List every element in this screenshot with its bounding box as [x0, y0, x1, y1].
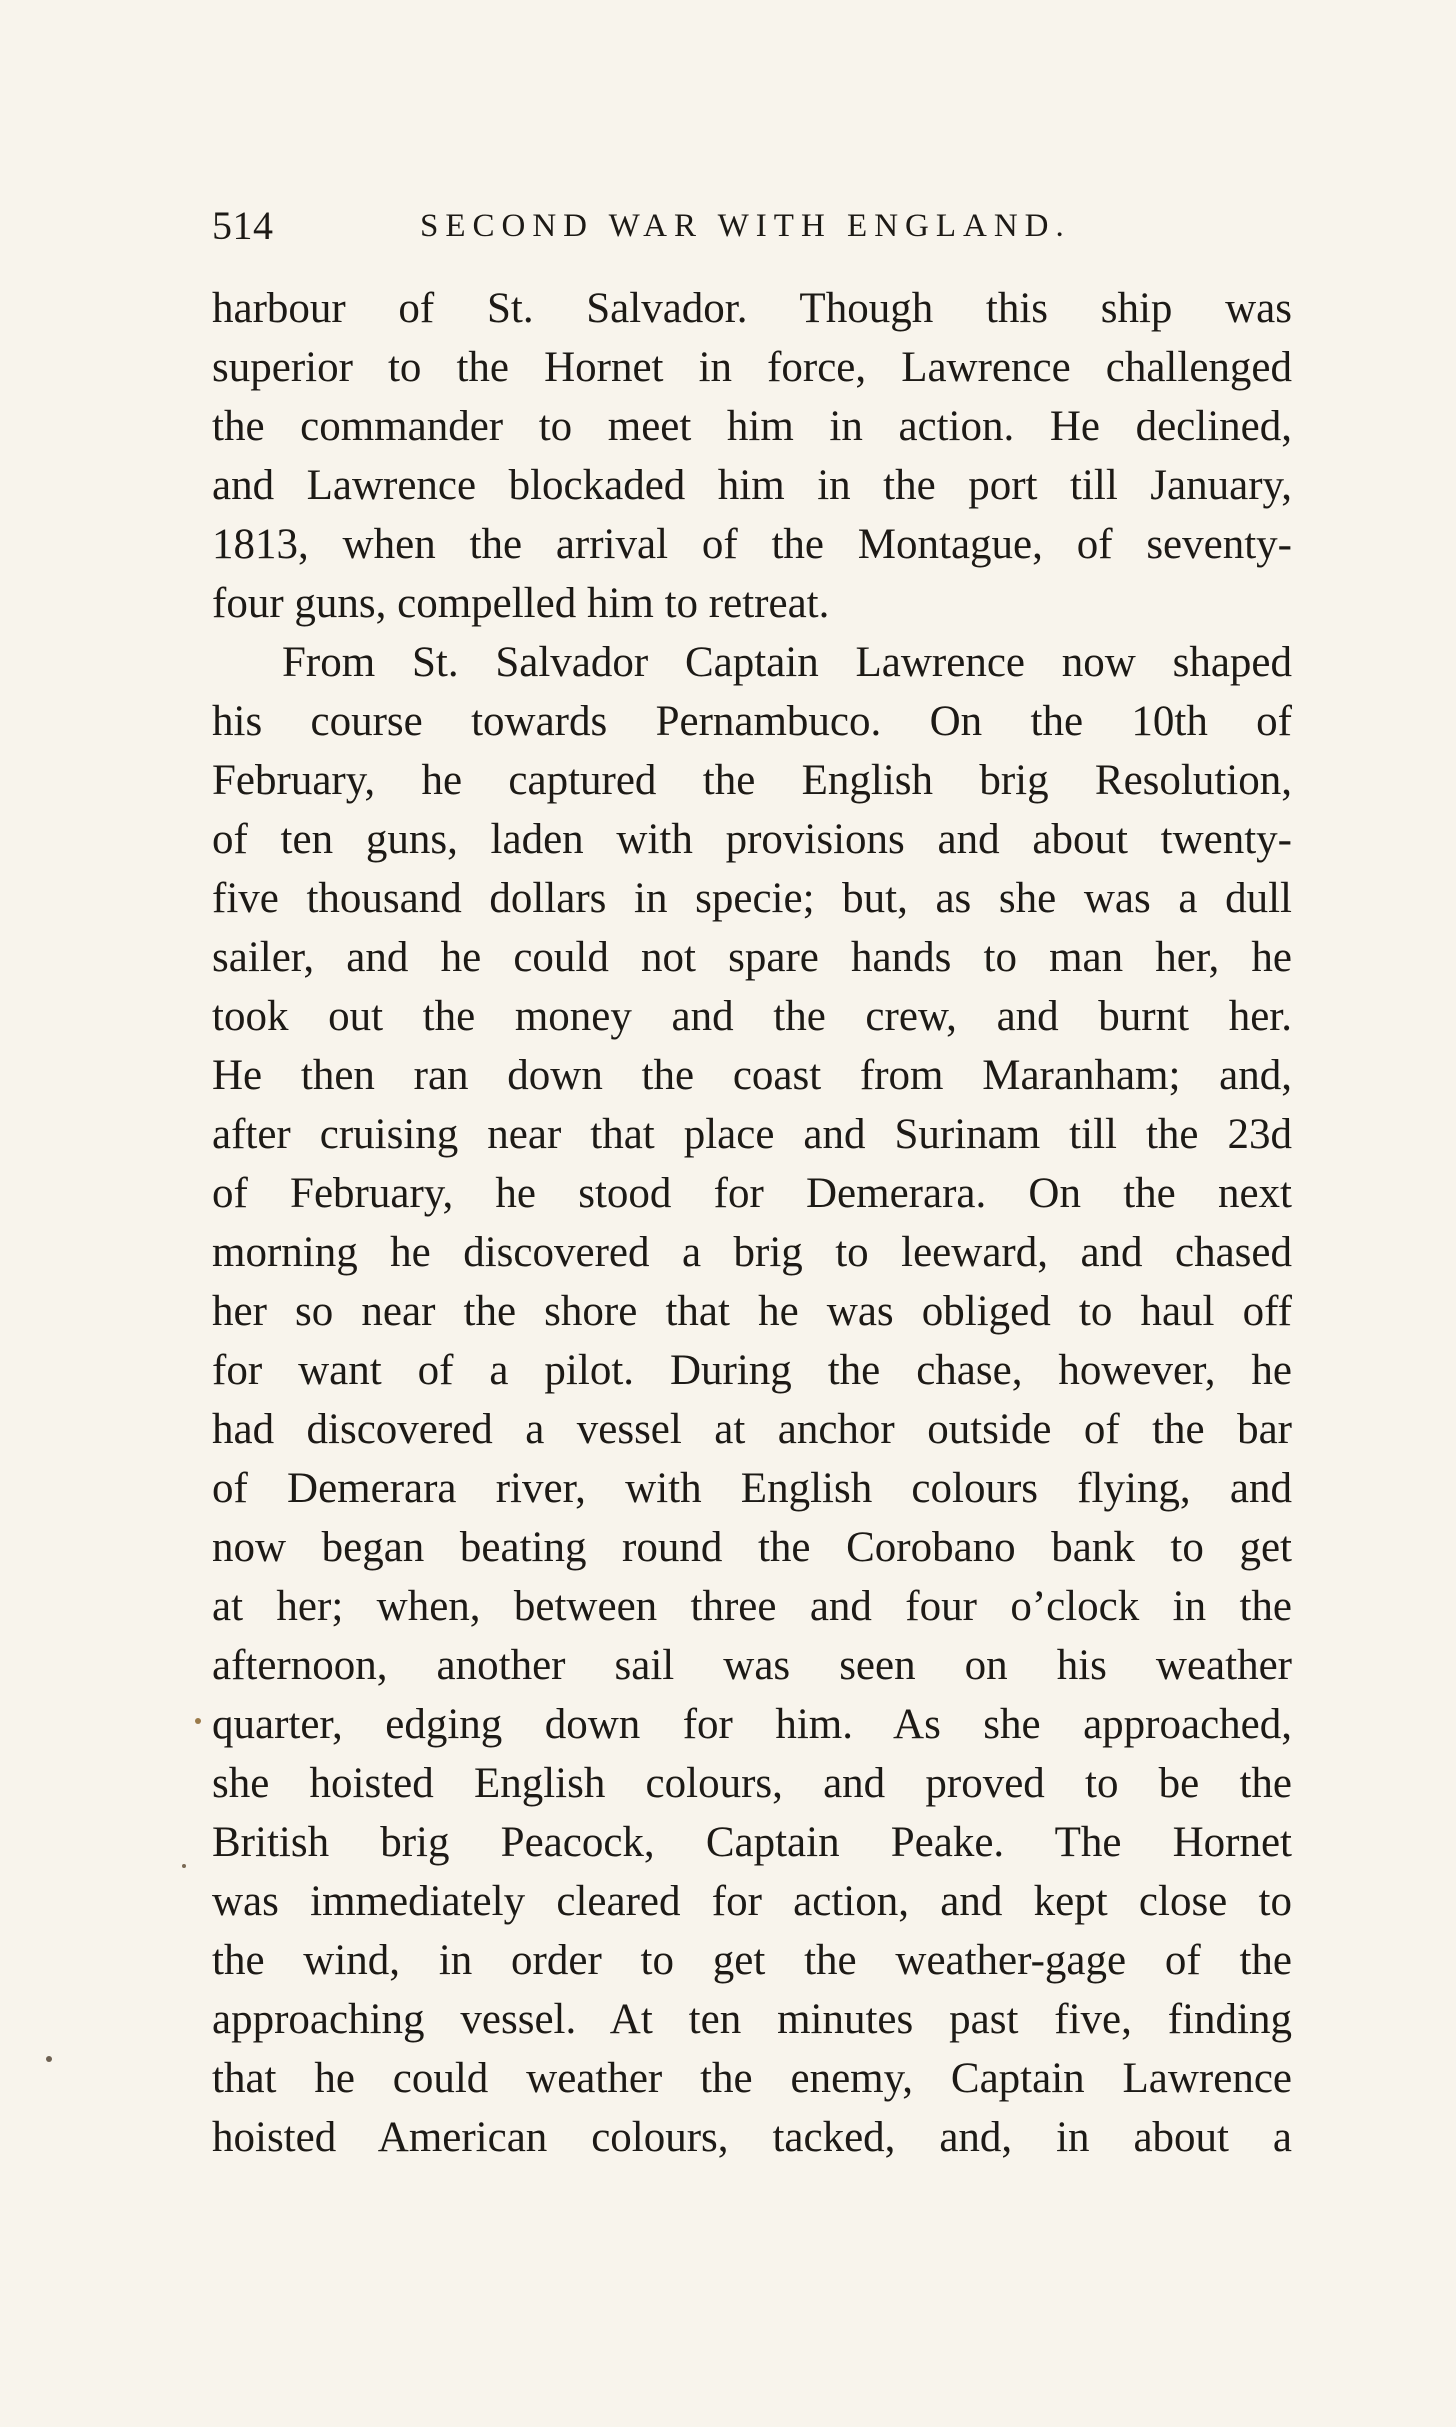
- text-line: the commander to meet him in action. He declined,: [212, 403, 1292, 450]
- text-line: British brig Peacock, Captain Peake. The Hornet: [212, 1819, 1292, 1866]
- page-number: 514: [212, 203, 274, 248]
- text-line: harbour of St. Salvador. Though this ship was: [212, 285, 1292, 332]
- text-line: had discovered a vessel at anchor outside of the bar: [212, 1406, 1292, 1453]
- text-line: of Demerara river, with English colours flying, and: [212, 1465, 1292, 1512]
- ink-speck: [46, 2056, 52, 2062]
- text-line: superior to the Hornet in force, Lawrence challenged: [212, 344, 1292, 391]
- text-line: four guns, compelled him to retreat.: [212, 580, 830, 627]
- ink-speck: [195, 1718, 201, 1724]
- text-line: of ten guns, laden with provisions and about twenty-: [212, 816, 1292, 863]
- text-line: February, he captured the English brig Resolution,: [212, 757, 1292, 804]
- text-line: He then ran down the coast from Maranham; and,: [212, 1052, 1292, 1099]
- text-line: at her; when, between three and four o’clock in the: [212, 1583, 1292, 1630]
- text-line: and Lawrence blockaded him in the port till January,: [212, 462, 1292, 509]
- text-line: took out the money and the crew, and burnt her.: [212, 993, 1292, 1040]
- text-line: for want of a pilot. During the chase, however, he: [212, 1347, 1292, 1394]
- text-line: that he could weather the enemy, Captain Lawrence: [212, 2055, 1292, 2102]
- text-line: his course towards Pernambuco. On the 10th of: [212, 698, 1292, 745]
- running-title: SECOND WAR WITH ENGLAND.: [420, 208, 1071, 244]
- body-text: [212, 279, 1292, 2167]
- text-line: approaching vessel. At ten minutes past five, finding: [212, 1996, 1292, 2043]
- text-line: after cruising near that place and Surinam till the 23d: [212, 1111, 1292, 1158]
- text-line: quarter, edging down for him. As she approached,: [212, 1701, 1292, 1748]
- ink-speck: [182, 1864, 186, 1868]
- text-line: afternoon, another sail was seen on his weather: [212, 1642, 1292, 1689]
- text-line: she hoisted English colours, and proved to be the: [212, 1760, 1292, 1807]
- text-line: her so near the shore that he was obliged to haul off: [212, 1288, 1292, 1335]
- text-line: the wind, in order to get the weather-gage of the: [212, 1937, 1292, 1984]
- text-line: of February, he stood for Demerara. On the next: [212, 1170, 1292, 1217]
- text-line: sailer, and he could not spare hands to man her, he: [212, 934, 1292, 981]
- text-line: was immediately cleared for action, and kept close to: [212, 1878, 1292, 1925]
- running-head: [212, 202, 1292, 252]
- text-line: 1813, when the arrival of the Montague, of seventy-: [212, 521, 1292, 568]
- text-line: hoisted American colours, tacked, and, in about a: [212, 2114, 1292, 2161]
- text-line: morning he discovered a brig to leeward, and chased: [212, 1229, 1292, 1276]
- text-line: five thousand dollars in specie; but, as she was a dull: [212, 875, 1292, 922]
- text-line: From St. Salvador Captain Lawrence now shaped: [282, 639, 1292, 686]
- text-line: now began beating round the Corobano bank to get: [212, 1524, 1292, 1571]
